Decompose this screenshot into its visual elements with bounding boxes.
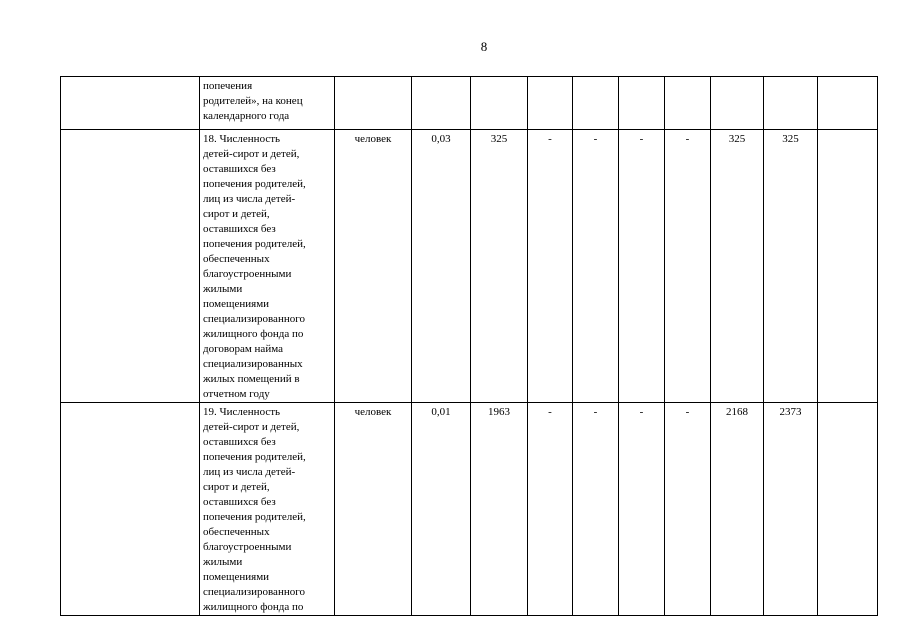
weight-cell bbox=[412, 77, 471, 130]
page-number: 8 bbox=[480, 39, 488, 54]
empty-cell bbox=[61, 130, 200, 403]
value-cell bbox=[665, 403, 711, 616]
base-value-cell bbox=[471, 403, 528, 616]
value-cell bbox=[528, 130, 573, 403]
unit-cell bbox=[335, 77, 412, 130]
empty-cell bbox=[61, 77, 200, 130]
weight: 0,03 bbox=[431, 133, 451, 145]
value bbox=[711, 77, 763, 79]
unit-cell bbox=[335, 403, 412, 616]
base-value-cell bbox=[471, 130, 528, 403]
value-cell bbox=[665, 130, 711, 403]
weight bbox=[412, 77, 470, 79]
value bbox=[665, 77, 710, 79]
value: - bbox=[593, 133, 598, 145]
value: 325 bbox=[782, 133, 799, 145]
value bbox=[764, 77, 817, 79]
empty-cell bbox=[818, 403, 878, 616]
value: - bbox=[639, 133, 644, 145]
empty-cell bbox=[61, 403, 200, 616]
value-cell bbox=[711, 403, 764, 616]
empty-cell bbox=[818, 130, 878, 403]
value: 2168 bbox=[726, 406, 748, 418]
value bbox=[528, 77, 572, 79]
unit bbox=[335, 77, 411, 79]
base-value bbox=[471, 77, 527, 79]
weight-cell bbox=[412, 403, 471, 616]
weight: 0,01 bbox=[431, 406, 451, 418]
unit: человек bbox=[354, 406, 392, 418]
value bbox=[573, 77, 618, 79]
base-value: 325 bbox=[490, 133, 508, 145]
value-cell bbox=[573, 403, 619, 616]
value: - bbox=[685, 406, 690, 418]
value: - bbox=[639, 406, 644, 418]
value-cell bbox=[528, 403, 573, 616]
unit: человек bbox=[354, 133, 392, 145]
table-row bbox=[61, 403, 878, 616]
value-cell bbox=[619, 130, 665, 403]
value: - bbox=[593, 406, 598, 418]
value: - bbox=[685, 133, 690, 145]
indicator-description: попечения родителей», на конец календарного года bbox=[203, 80, 303, 122]
empty-cell bbox=[818, 77, 878, 130]
indicator-description: 18. Численность детей-сирот и детей, оставшихся без попечения родителей, лиц из числа детей- сирот и детей, оставшихся без попечения родителей, обеспеченных благоустроенными жилыми помещениями специализированного жилищного фонда по договорам найма специализированных жилых помещений в отчетном году bbox=[203, 133, 306, 400]
value-cell bbox=[764, 130, 818, 403]
base-value-cell bbox=[471, 77, 528, 130]
value-cell bbox=[711, 77, 764, 130]
indicator-description-cell bbox=[200, 403, 335, 616]
indicator-table bbox=[60, 76, 878, 616]
value: - bbox=[548, 406, 552, 418]
value-cell bbox=[528, 77, 573, 130]
value: - bbox=[548, 133, 552, 145]
value bbox=[619, 77, 664, 79]
indicator-description: 19. Численность детей-сирот и детей, оставшихся без попечения родителей, лиц из числа детей- сирот и детей, оставшихся без попечения родителей, обеспеченных благоустроенными жилыми помещениями специализированного жилищного фонда по bbox=[203, 406, 306, 613]
table-row bbox=[61, 130, 878, 403]
weight-cell bbox=[412, 130, 471, 403]
value-cell bbox=[711, 130, 764, 403]
value: 325 bbox=[728, 133, 746, 145]
value-cell bbox=[619, 403, 665, 616]
indicator-description-cell bbox=[200, 130, 335, 403]
table-row bbox=[61, 77, 878, 130]
value-cell bbox=[573, 77, 619, 130]
value-cell bbox=[573, 130, 619, 403]
value-cell bbox=[764, 403, 818, 616]
value-cell bbox=[619, 77, 665, 130]
indicator-description-cell bbox=[200, 77, 335, 130]
value: 2373 bbox=[779, 406, 802, 418]
unit-cell bbox=[335, 130, 412, 403]
value-cell bbox=[764, 77, 818, 130]
base-value: 1963 bbox=[488, 406, 510, 418]
value-cell bbox=[665, 77, 711, 130]
